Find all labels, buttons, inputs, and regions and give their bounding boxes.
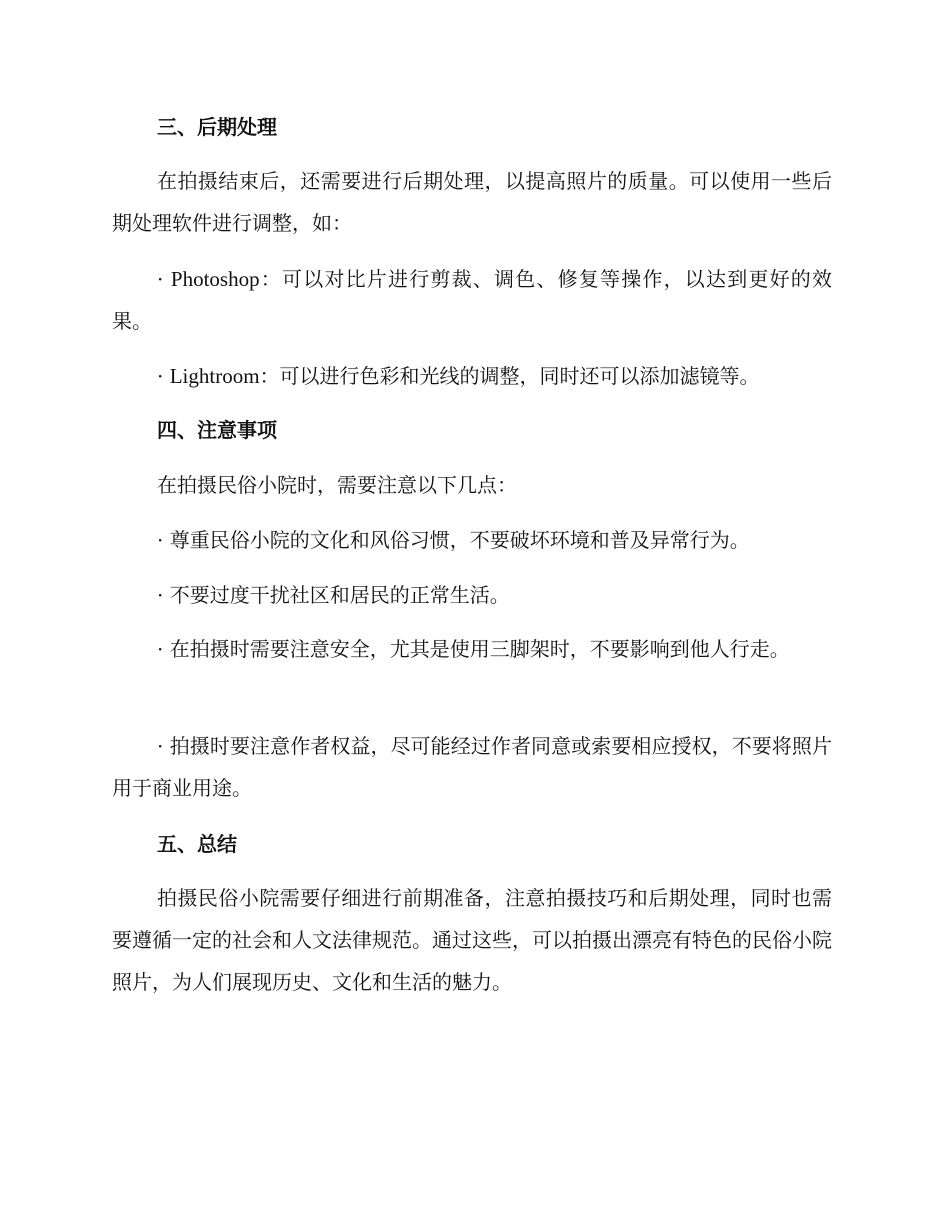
list-item: · 不要过度干扰社区和居民的正常生活。 <box>157 583 510 607</box>
bullet: · <box>157 364 170 388</box>
item-text: ：可以对比片进行剪裁、调色、修复等操作，以达到更好的效果。 <box>112 267 833 333</box>
notes-intro: 在拍摄民俗小院时，需要注意以下几点： <box>157 473 517 497</box>
bullet: · <box>157 267 171 291</box>
term-lightroom: Lightroom <box>169 364 260 388</box>
list-item-lightroom <box>112 355 832 397</box>
term-photoshop: Photoshop <box>170 267 260 291</box>
list-item-photoshop <box>112 258 832 342</box>
heading-summary: 五、总结 <box>157 832 237 856</box>
summary-paragraph: 拍摄民俗小院需要仔细进行前期准备，注意拍摄技巧和后期处理，同时也需要遵循一定的社会和人文法律规范。通过这些，可以拍摄出漂亮有特色的民俗小院照片，为人们展现历史、文化和生活的魅力。 <box>112 886 832 994</box>
list-item: · 尊重民俗小院的文化和风俗习惯，不要破坏环境和普及异常行为。 <box>157 528 750 552</box>
post-processing-intro: 在拍摄结束后，还需要进行后期处理，以提高照片的质量。可以使用一些后期处理软件进行调整，如： <box>112 169 832 235</box>
item-text: ：可以进行色彩和光线的调整，同时还可以添加滤镜等。 <box>259 364 760 388</box>
list-item: · 拍摄时要注意作者权益，尽可能经过作者同意或索要相应授权，不要将照片用于商业用途。 <box>112 734 832 800</box>
heading-post-processing: 三、后期处理 <box>157 115 277 139</box>
heading-notes: 四、注意事项 <box>157 418 277 442</box>
list-item: · 在拍摄时需要注意安全，尤其是使用三脚架时，不要影响到他人行走。 <box>157 637 790 661</box>
